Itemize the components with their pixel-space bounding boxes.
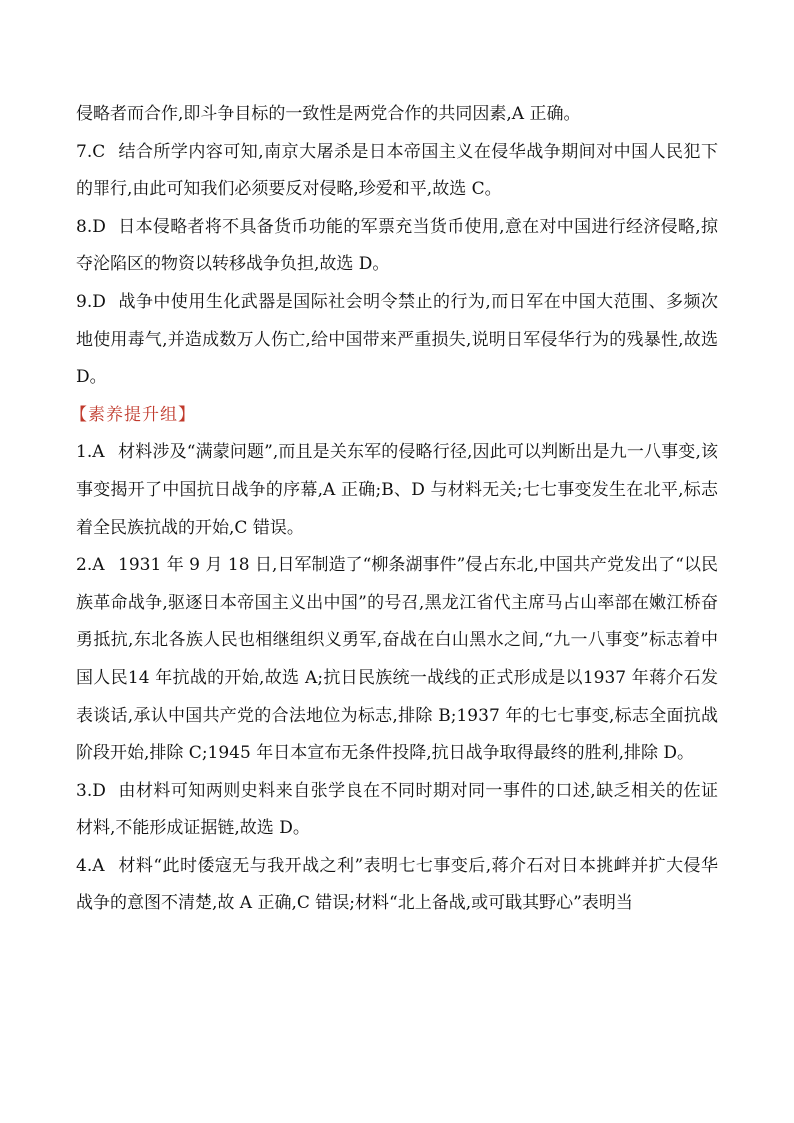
answer-paragraph-s1 [76, 434, 718, 547]
answer-text: 侵略者而合作,即斗争目标的一致性是两党合作的共同因素,A 正确。 [76, 104, 581, 124]
answer-text: 日本侵略者将不具备货币功能的军票充当货币使用,意在对中国进行经济侵略,掠夺沦陷区的物资以转移战争负担,故选 D。 [76, 216, 718, 275]
answer-text: 结合所学内容可知,南京大屠杀是日本帝国主义在侵华战争期间对中国人民犯下的罪行,由此可知我们必须要反对侵略,珍爱和平,故选 C。 [76, 141, 718, 200]
answer-number: 9.D [76, 291, 106, 312]
answer-paragraph-8 [76, 209, 718, 284]
answer-paragraph-s2 [76, 547, 718, 773]
answer-paragraph-s3 [76, 773, 718, 848]
answer-number: 4.A [76, 855, 105, 876]
answer-paragraph-7 [76, 134, 718, 209]
answer-number: 7.C [76, 141, 106, 162]
answer-paragraph-continued [76, 96, 718, 134]
answer-text: 材料涉及“满蒙问题”,而且是关东军的侵略行径,因此可以判断出是九一八事变,该事变揭开了中国抗日战争的序幕,A 正确;B、D 与材料无关;七七事变发生在北平,标志着全民族抗战的开始,C 错误。 [76, 442, 718, 538]
answer-number: 1.A [76, 442, 105, 463]
answer-text: 由材料可知两则史料来自张学良在不同时期对同一事件的口述,缺乏相关的佐证材料,不能形成证据链,故选 D。 [76, 780, 718, 839]
answer-text: 1931 年 9 月 18 日,日军制造了“柳条湖事件”侵占东北,中国共产党发出了“以民族革命战争,驱逐日本帝国主义出中国”的号召,黑龙江省代主席马占山率部在嫩江桥奋勇抵抗,东北各族人民也相继组织义勇军,奋战在白山黑水之间,“九一八事变”标志着中国人民14 年抗战的开始,故选 A;抗日民族统一战线的正式形成是以1937 年蒋介石发表谈话,承认中国共产党的合法地位为标志,排除 B;1937 年的七七事变,标志全面抗战阶段开始,排除 C;1945 年日本宣布无条件投降,抗日战争取得最终的胜利,排除 D。 [76, 555, 718, 764]
answer-page [70, 96, 718, 923]
answer-number: 3.D [76, 780, 106, 801]
answer-text: 材料“此时倭寇无与我开战之利”表明七七事变后,蒋介石对日本挑衅并扩大侵华战争的意图不清楚,故 A 正确,C 错误;材料“北上备战,或可戢其野心”表明当 [76, 855, 718, 914]
answer-number: 8.D [76, 216, 106, 237]
answer-text: 战争中使用生化武器是国际社会明令禁止的行为,而日军在中国大范围、多频次地使用毒气,并造成数万人伤亡,给中国带来严重损失,说明日军侵华行为的残暴性,故选 D。 [76, 291, 718, 388]
answer-number: 2.A [76, 555, 105, 576]
answer-paragraph-s4 [76, 848, 718, 923]
section-title: 【素养提升组】 [70, 404, 196, 425]
answer-paragraph-9 [76, 284, 718, 397]
